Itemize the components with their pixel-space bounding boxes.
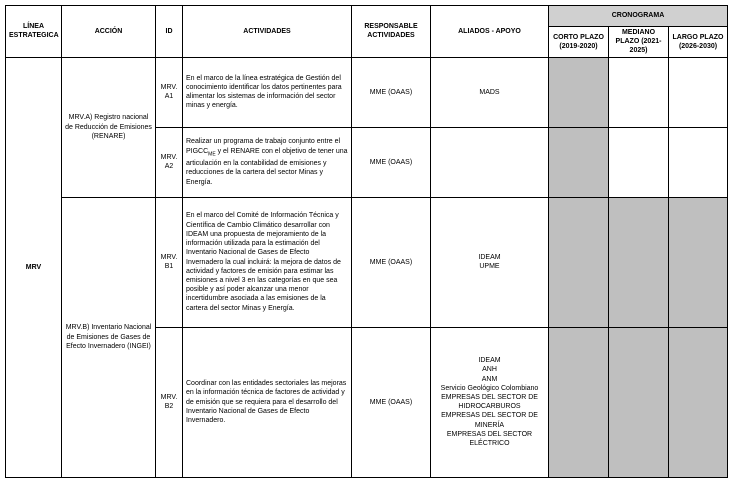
actividad-cell: Coordinar con las entidades sectoriales las mejoras en la información técnica de factores de actividad y de emisión que se requiera para el desarrollo del Inventario Nacional de Gases de Efecto Invernadero. — [183, 327, 352, 477]
linea-cell: MRV — [6, 57, 62, 477]
header-accion: ACCIÓN — [62, 6, 156, 58]
accion-cell: MRV.B) Inventario Nacional de Emisiones de Gases de Efecto Invernadero (INGEI) — [62, 197, 156, 477]
ally: EMPRESAS DEL SECTOR ELÉCTRICO — [446, 430, 533, 447]
mediano-cell — [609, 57, 669, 127]
ally: ANM — [481, 375, 498, 383]
accion-cell: MRV.A) Registro nacional de Reducción de Emisiones (RENARE) — [62, 57, 156, 197]
corto-cell — [549, 57, 609, 127]
aliados-cell — [431, 197, 549, 327]
responsable-cell: MME (OAAS) — [352, 57, 431, 127]
ally: UPME — [479, 263, 500, 271]
pigcc-text: $PIGCC_{ME}$ — [186, 147, 216, 157]
ally: IDEAM — [478, 357, 501, 365]
table-row — [6, 197, 728, 327]
ally: EMPRESAS DEL SECTOR DE HIDROCARBUROS — [441, 393, 538, 411]
mediano-cell — [609, 197, 669, 327]
header-aliados: ALIADOS - APOYO — [431, 6, 549, 58]
mediano-cell — [609, 327, 669, 477]
mrv-table — [5, 5, 728, 478]
header-id: ID — [156, 6, 183, 58]
responsable-cell: MME (OAAS) — [352, 127, 431, 197]
responsable-cell: MME (OAAS) — [352, 197, 431, 327]
aliados-cell — [431, 327, 549, 477]
table-row — [6, 57, 728, 127]
largo-cell — [669, 127, 728, 197]
header-largo-plazo: LARGO PLAZO (2026-2030) — [669, 27, 728, 58]
corto-cell — [549, 327, 609, 477]
header-cronograma: CRONOGRAMA — [549, 6, 728, 27]
ally: Servicio Geológico Colombiano — [440, 384, 539, 392]
responsable-cell: MME (OAAS) — [352, 327, 431, 477]
id-cell: MRV. B1 — [156, 197, 183, 327]
aliados-cell — [431, 127, 549, 197]
ally: ANH — [482, 366, 497, 374]
header-actividades: ACTIVIDADES — [183, 6, 352, 58]
corto-cell — [549, 127, 609, 197]
actividad-cell: Realizar un programa de trabajo conjunto entre el $PIGCC_{ME}$ y el RENARE con el objetivo de tener una articulación en la contabilidad de emisiones y reducciones de la cartera del sector Minas y Energía. — [183, 127, 352, 197]
actividad-cell: En el marco del Comité de Información Técnica y Científica de Cambio Climático desarrollar con IDEAM una propuesta de mejoramiento de la información utilizada para la estimación del Inventario Nacional de Gases de Efecto Invernadero la cual incluirá: la mejora de datos de actividad y factores de emisión para estimar las emisiones a nivel 3 en las categorías en que sea posible y así poder alcanzar una menor incertidumbre asociada a las emisiones de la cartera del sector Minas y Energía. — [183, 197, 352, 327]
header-responsable: RESPONSABLE ACTIVIDADES — [352, 6, 431, 58]
mediano-cell — [609, 127, 669, 197]
aliados-cell — [431, 57, 549, 127]
largo-cell — [669, 327, 728, 477]
header-corto-plazo: CORTO PLAZO (2019-2020) — [549, 27, 609, 58]
largo-cell — [669, 57, 728, 127]
id-cell: MRV. B2 — [156, 327, 183, 477]
id-cell: MRV. A2 — [156, 127, 183, 197]
header-mediano-plazo: MEDIANO PLAZO (2021-2025) — [609, 27, 669, 58]
ally: EMPRESAS DEL SECTOR DE MINERÍA — [441, 412, 538, 429]
ally: IDEAM — [478, 253, 501, 261]
largo-cell — [669, 197, 728, 327]
ally: MADS — [479, 88, 500, 96]
id-cell: MRV. A1 — [156, 57, 183, 127]
actividad-cell: En el marco de la línea estratégica de Gestión del conocimiento identificar los datos pertinentes para alimentar los sistemas de información del sector minas y energía. — [183, 57, 352, 127]
header-linea: LÍNEA ESTRATEGICA — [6, 6, 62, 58]
corto-cell — [549, 197, 609, 327]
